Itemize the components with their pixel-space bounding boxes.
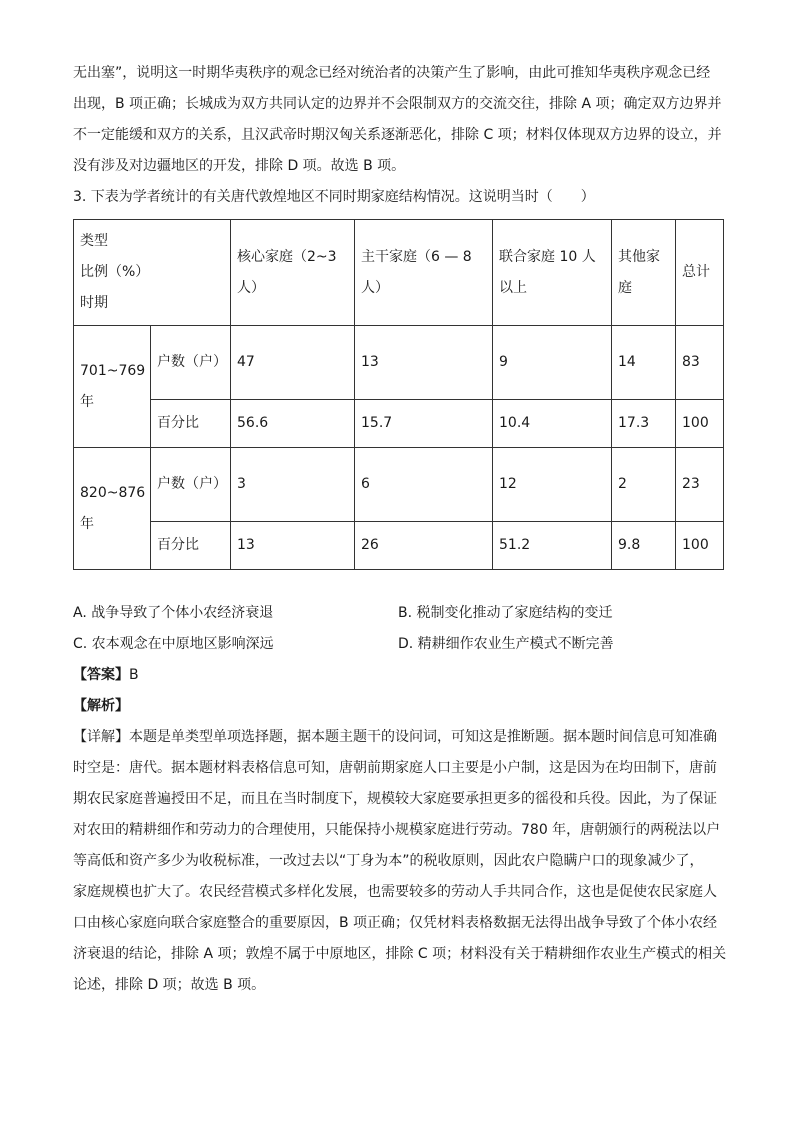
options-row xyxy=(73,629,723,660)
table-cell: 51.2 xyxy=(493,522,612,570)
header-joint-family: 联合家庭 10 人以上 xyxy=(493,220,612,326)
detail-line: 对农田的精耕细作和劳动力的合理使用，只能保持小规模家庭进行劳动。780 年，唐朝颁行的两税法以户 xyxy=(73,822,721,838)
answer-options xyxy=(73,598,723,660)
intro-line: 没有涉及对边疆地区的开发，排除 D 项。故选 B 项。 xyxy=(73,158,406,174)
analysis-label: 【解析】 xyxy=(73,698,129,714)
table-cell: 14 xyxy=(612,326,676,400)
table-cell: 13 xyxy=(231,522,355,570)
table-cell: 100 xyxy=(676,400,724,448)
period-label: 820~876年 xyxy=(74,448,151,570)
header-other-family: 其他家庭 xyxy=(612,220,676,326)
detail-line: 【详解】本题是单类型单项选择题，据本题主题干的设问词，可知这是推断题。据本题时间信息可知准确 xyxy=(73,729,717,745)
row-name: 户数（户） xyxy=(151,326,231,400)
table-cell: 100 xyxy=(676,522,724,570)
detail-line: 论述，排除 D 项；故选 B 项。 xyxy=(73,977,266,993)
table-cell: 17.3 xyxy=(612,400,676,448)
option-b: B. 税制变化推动了家庭结构的变迁 xyxy=(398,605,613,621)
row-name: 户数（户） xyxy=(151,448,231,522)
table-header-row xyxy=(74,220,724,326)
table-cell: 9 xyxy=(493,326,612,400)
answer-value: B xyxy=(129,667,139,683)
table-cell: 56.6 xyxy=(231,400,355,448)
table-cell: 9.8 xyxy=(612,522,676,570)
table-row xyxy=(74,522,724,570)
row-name: 百分比 xyxy=(151,400,231,448)
option-d: D. 精耕细作农业生产模式不断完善 xyxy=(398,636,614,652)
table-cell: 26 xyxy=(355,522,493,570)
header-period-label: 时期 xyxy=(80,295,108,311)
header-total: 总计 xyxy=(676,220,724,326)
row-name: 百分比 xyxy=(151,522,231,570)
detail-line: 家庭规模也扩大了。农民经营模式多样化发展，也需要较多的劳动人手共同合作，这也是促使农民家庭人 xyxy=(73,884,717,900)
detail-line: 济衰退的结论，排除 A 项；敦煌不属于中原地区，排除 C 项；材料没有关于精耕细作农业生产模式的相关 xyxy=(73,946,727,962)
table-cell: 83 xyxy=(676,326,724,400)
table-cell: 12 xyxy=(493,448,612,522)
period-label: 701~769年 xyxy=(74,326,151,448)
intro-line: 无出塞”，说明这一时期华夷秩序的观念已经对统治者的决策产生了影响，由此可推知华夷秩序观念已经 xyxy=(73,65,711,81)
header-type-cell xyxy=(74,220,231,326)
header-ratio-label: 比例（%） xyxy=(80,264,150,280)
detail-line: 等高低和资产多少为收税标准，一改过去以“丁身为本”的税收原则，因此农户隐瞒户口的现象减少了， xyxy=(73,853,704,869)
document-page xyxy=(73,58,727,1001)
table-cell: 2 xyxy=(612,448,676,522)
table-row xyxy=(74,326,724,400)
table-cell: 23 xyxy=(676,448,724,522)
table-cell: 15.7 xyxy=(355,400,493,448)
detail-line: 口由核心家庭向联合家庭整合的重要原因，B 项正确；仅凭材料表格数据无法得出战争导致了个体小农经 xyxy=(73,915,718,931)
answer-label: 【答案】 xyxy=(73,667,129,683)
table-row xyxy=(74,400,724,448)
table-cell: 47 xyxy=(231,326,355,400)
detail-line: 期农民家庭普遍授田不足，而且在当时制度下，规模较大家庭要承担更多的徭役和兵役。因此，为了保证 xyxy=(73,791,717,807)
family-structure-table xyxy=(73,219,724,570)
detail-line: 时空是：唐代。据本题材料表格信息可知，唐朝前期家庭人口主要是小户制，这是因为在均田制下，唐前 xyxy=(73,760,717,776)
table-cell: 13 xyxy=(355,326,493,400)
table-cell: 3 xyxy=(231,448,355,522)
header-type-label: 类型 xyxy=(80,233,108,249)
table-cell: 6 xyxy=(355,448,493,522)
question-stem: 3. 下表为学者统计的有关唐代敦煌地区不同时期家庭结构情况。这说明当时（ ） xyxy=(73,189,595,205)
option-c: C. 农本观念在中原地区影响深远 xyxy=(73,636,274,652)
header-stem-family: 主干家庭（6 — 8人） xyxy=(355,220,493,326)
option-a: A. 战争导致了个体小农经济衰退 xyxy=(73,605,274,621)
intro-line: 出现，B 项正确；长城成为双方共同认定的边界并不会限制双方的交流交往，排除 A 项；确定双方边界并 xyxy=(73,96,722,112)
intro-line: 不一定能缓和双方的关系，且汉武帝时期汉匈关系逐渐恶化，排除 C 项；材料仅体现双方边界的设立，并 xyxy=(73,127,722,143)
options-row xyxy=(73,598,723,629)
table-cell: 10.4 xyxy=(493,400,612,448)
answer-line xyxy=(73,660,723,691)
table-row xyxy=(74,448,724,522)
header-nuclear-family: 核心家庭（2~3人） xyxy=(231,220,355,326)
analysis-line xyxy=(73,691,723,722)
